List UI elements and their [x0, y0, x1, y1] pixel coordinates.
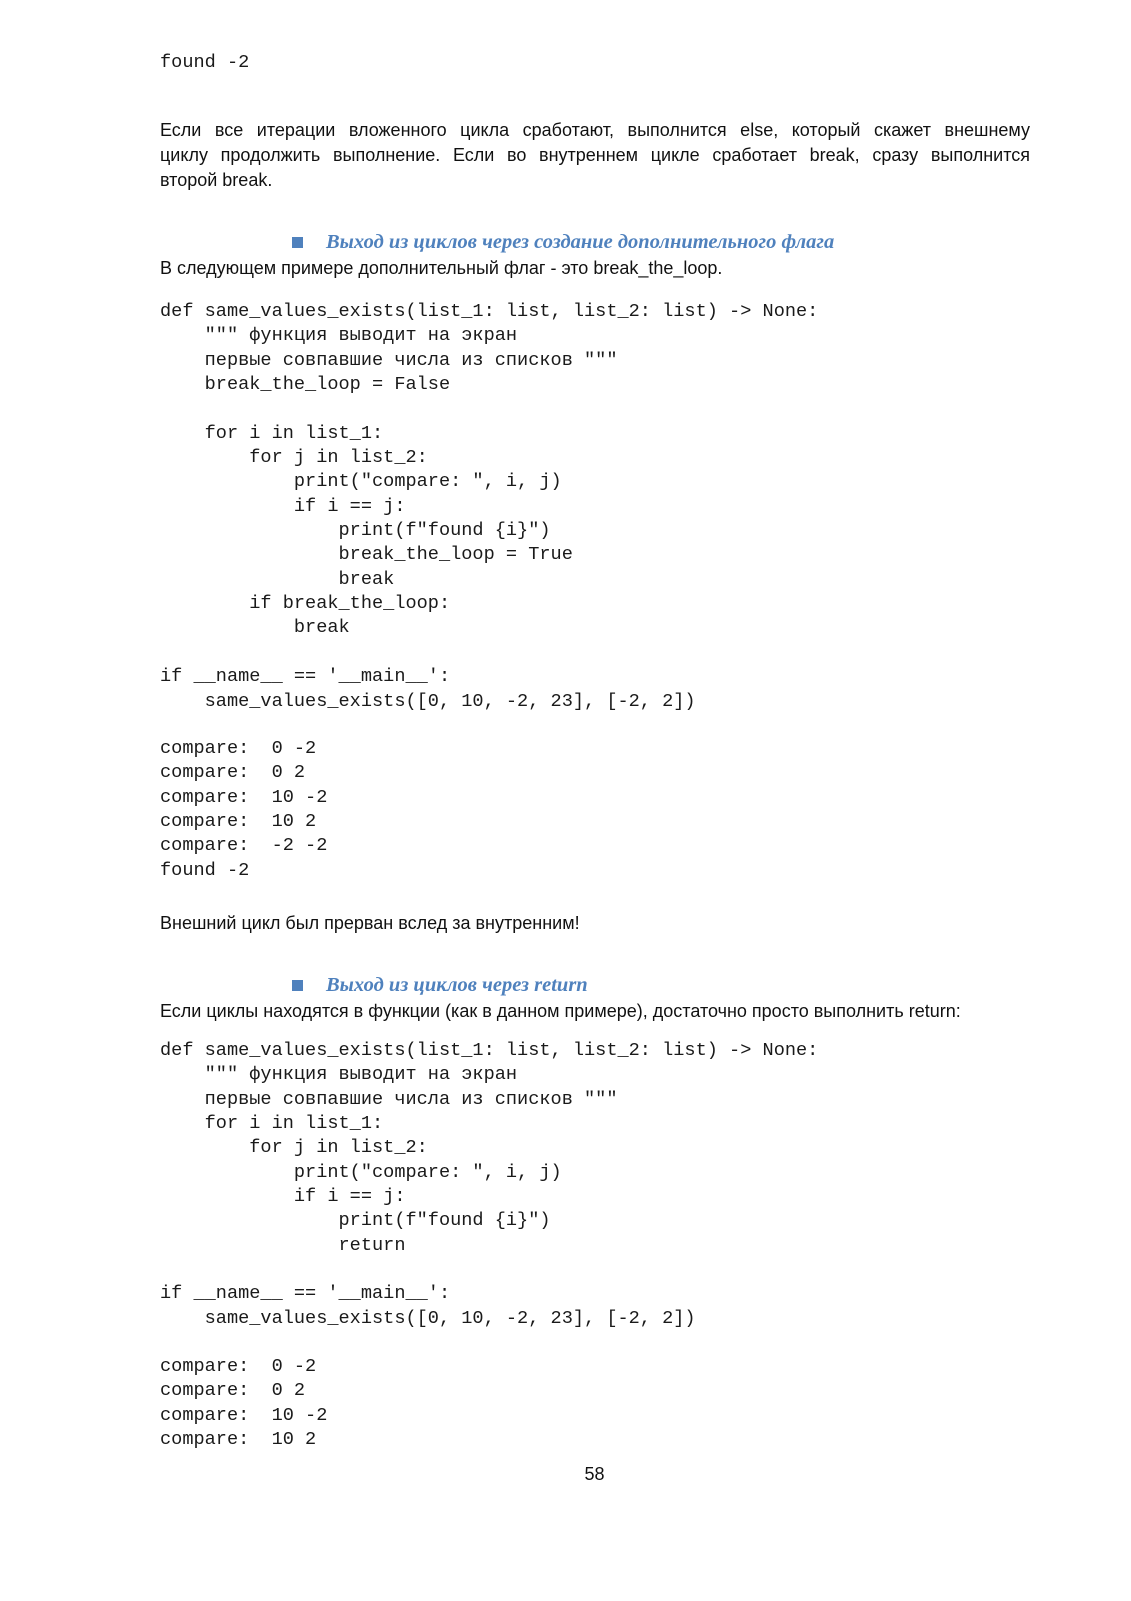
section-heading-return — [292, 974, 588, 997]
code-line: print(f"found {i}") — [160, 1210, 551, 1232]
section-conclusion: Внешний цикл был прерван вслед за внутренним! — [160, 913, 580, 933]
code-line: for i in list_1: — [160, 422, 384, 444]
code-line: compare: 10 2 — [160, 1429, 317, 1451]
section-heading-flag — [292, 231, 834, 254]
code-line: if i == j: — [160, 1186, 406, 1208]
code-line: return — [160, 1234, 406, 1256]
code-line: break_the_loop = False — [160, 374, 451, 396]
code-line: for j in list_2: — [160, 447, 428, 469]
code-line: compare: 10 -2 — [160, 786, 328, 808]
code-line: for i in list_1: — [160, 1113, 384, 1135]
output-block-flag — [160, 737, 327, 883]
code-line — [160, 397, 818, 421]
code-block-flag — [160, 300, 818, 714]
section-description: В следующем примере дополнительный флаг - это break_the_loop. — [160, 258, 723, 278]
intro-line: второй break. — [160, 170, 273, 190]
code-line: same_values_exists([0, 10, -2, 23], [-2, 2]) — [160, 690, 696, 712]
code-line — [160, 1258, 818, 1282]
code-line: compare: -2 -2 — [160, 835, 328, 857]
code-block-return — [160, 1039, 818, 1331]
code-line: print(f"found {i}") — [160, 520, 551, 542]
code-line: if break_the_loop: — [160, 593, 451, 615]
intro-line: Если все итерации вложенного цикла сработают, выполнится else, который скажет внешнему — [160, 120, 1030, 140]
code-line: if __name__ == '__main__': — [160, 1283, 451, 1305]
top-output-block — [160, 51, 249, 75]
intro-line: циклу продолжить выполнение. Если во внутреннем цикле сработает break, сразу выполнится — [160, 145, 1030, 165]
code-line: break — [160, 617, 350, 639]
code-line: compare: 10 -2 — [160, 1404, 328, 1426]
code-line: print("compare: ", i, j) — [160, 471, 562, 493]
code-line: первые совпавшие числа из списков """ — [160, 1088, 618, 1110]
code-line: found -2 — [160, 859, 250, 881]
code-line: compare: 0 2 — [160, 1380, 306, 1402]
code-line: def same_values_exists(list_1: list, list_2: list) -> None: — [160, 301, 819, 322]
code-line: compare: 0 -2 — [160, 738, 317, 759]
output-block-return — [160, 1355, 327, 1452]
page-number: 58 — [584, 1464, 605, 1484]
code-line: break_the_loop = True — [160, 544, 573, 566]
code-line: break — [160, 568, 395, 590]
code-line — [160, 641, 818, 665]
code-line: print("compare: ", i, j) — [160, 1161, 562, 1183]
code-line: первые совпавшие числа из списков """ — [160, 349, 618, 371]
code-line: """ функция выводит на экран — [160, 1064, 518, 1086]
code-line: compare: 10 2 — [160, 811, 317, 833]
square-bullet-icon — [292, 237, 303, 248]
code-line: compare: 0 2 — [160, 762, 306, 784]
section-heading-text: Выход из циклов через return — [326, 974, 588, 996]
code-line: found -2 — [160, 52, 250, 73]
section-heading-text: Выход из циклов через создание дополнительного флага — [326, 231, 835, 253]
square-bullet-icon — [292, 980, 303, 991]
code-line: """ функция выводит на экран — [160, 325, 518, 347]
code-line: same_values_exists([0, 10, -2, 23], [-2, 2]) — [160, 1307, 696, 1329]
code-line: if i == j: — [160, 495, 406, 517]
code-line: for j in list_2: — [160, 1137, 428, 1159]
code-line: if __name__ == '__main__': — [160, 666, 451, 688]
intro-paragraph — [160, 118, 1030, 193]
code-line: compare: 0 -2 — [160, 1356, 317, 1377]
section-description: Если циклы находятся в функции (как в данном примере), достаточно просто выполнить return: — [160, 1001, 961, 1021]
code-line: def same_values_exists(list_1: list, list_2: list) -> None: — [160, 1040, 819, 1061]
